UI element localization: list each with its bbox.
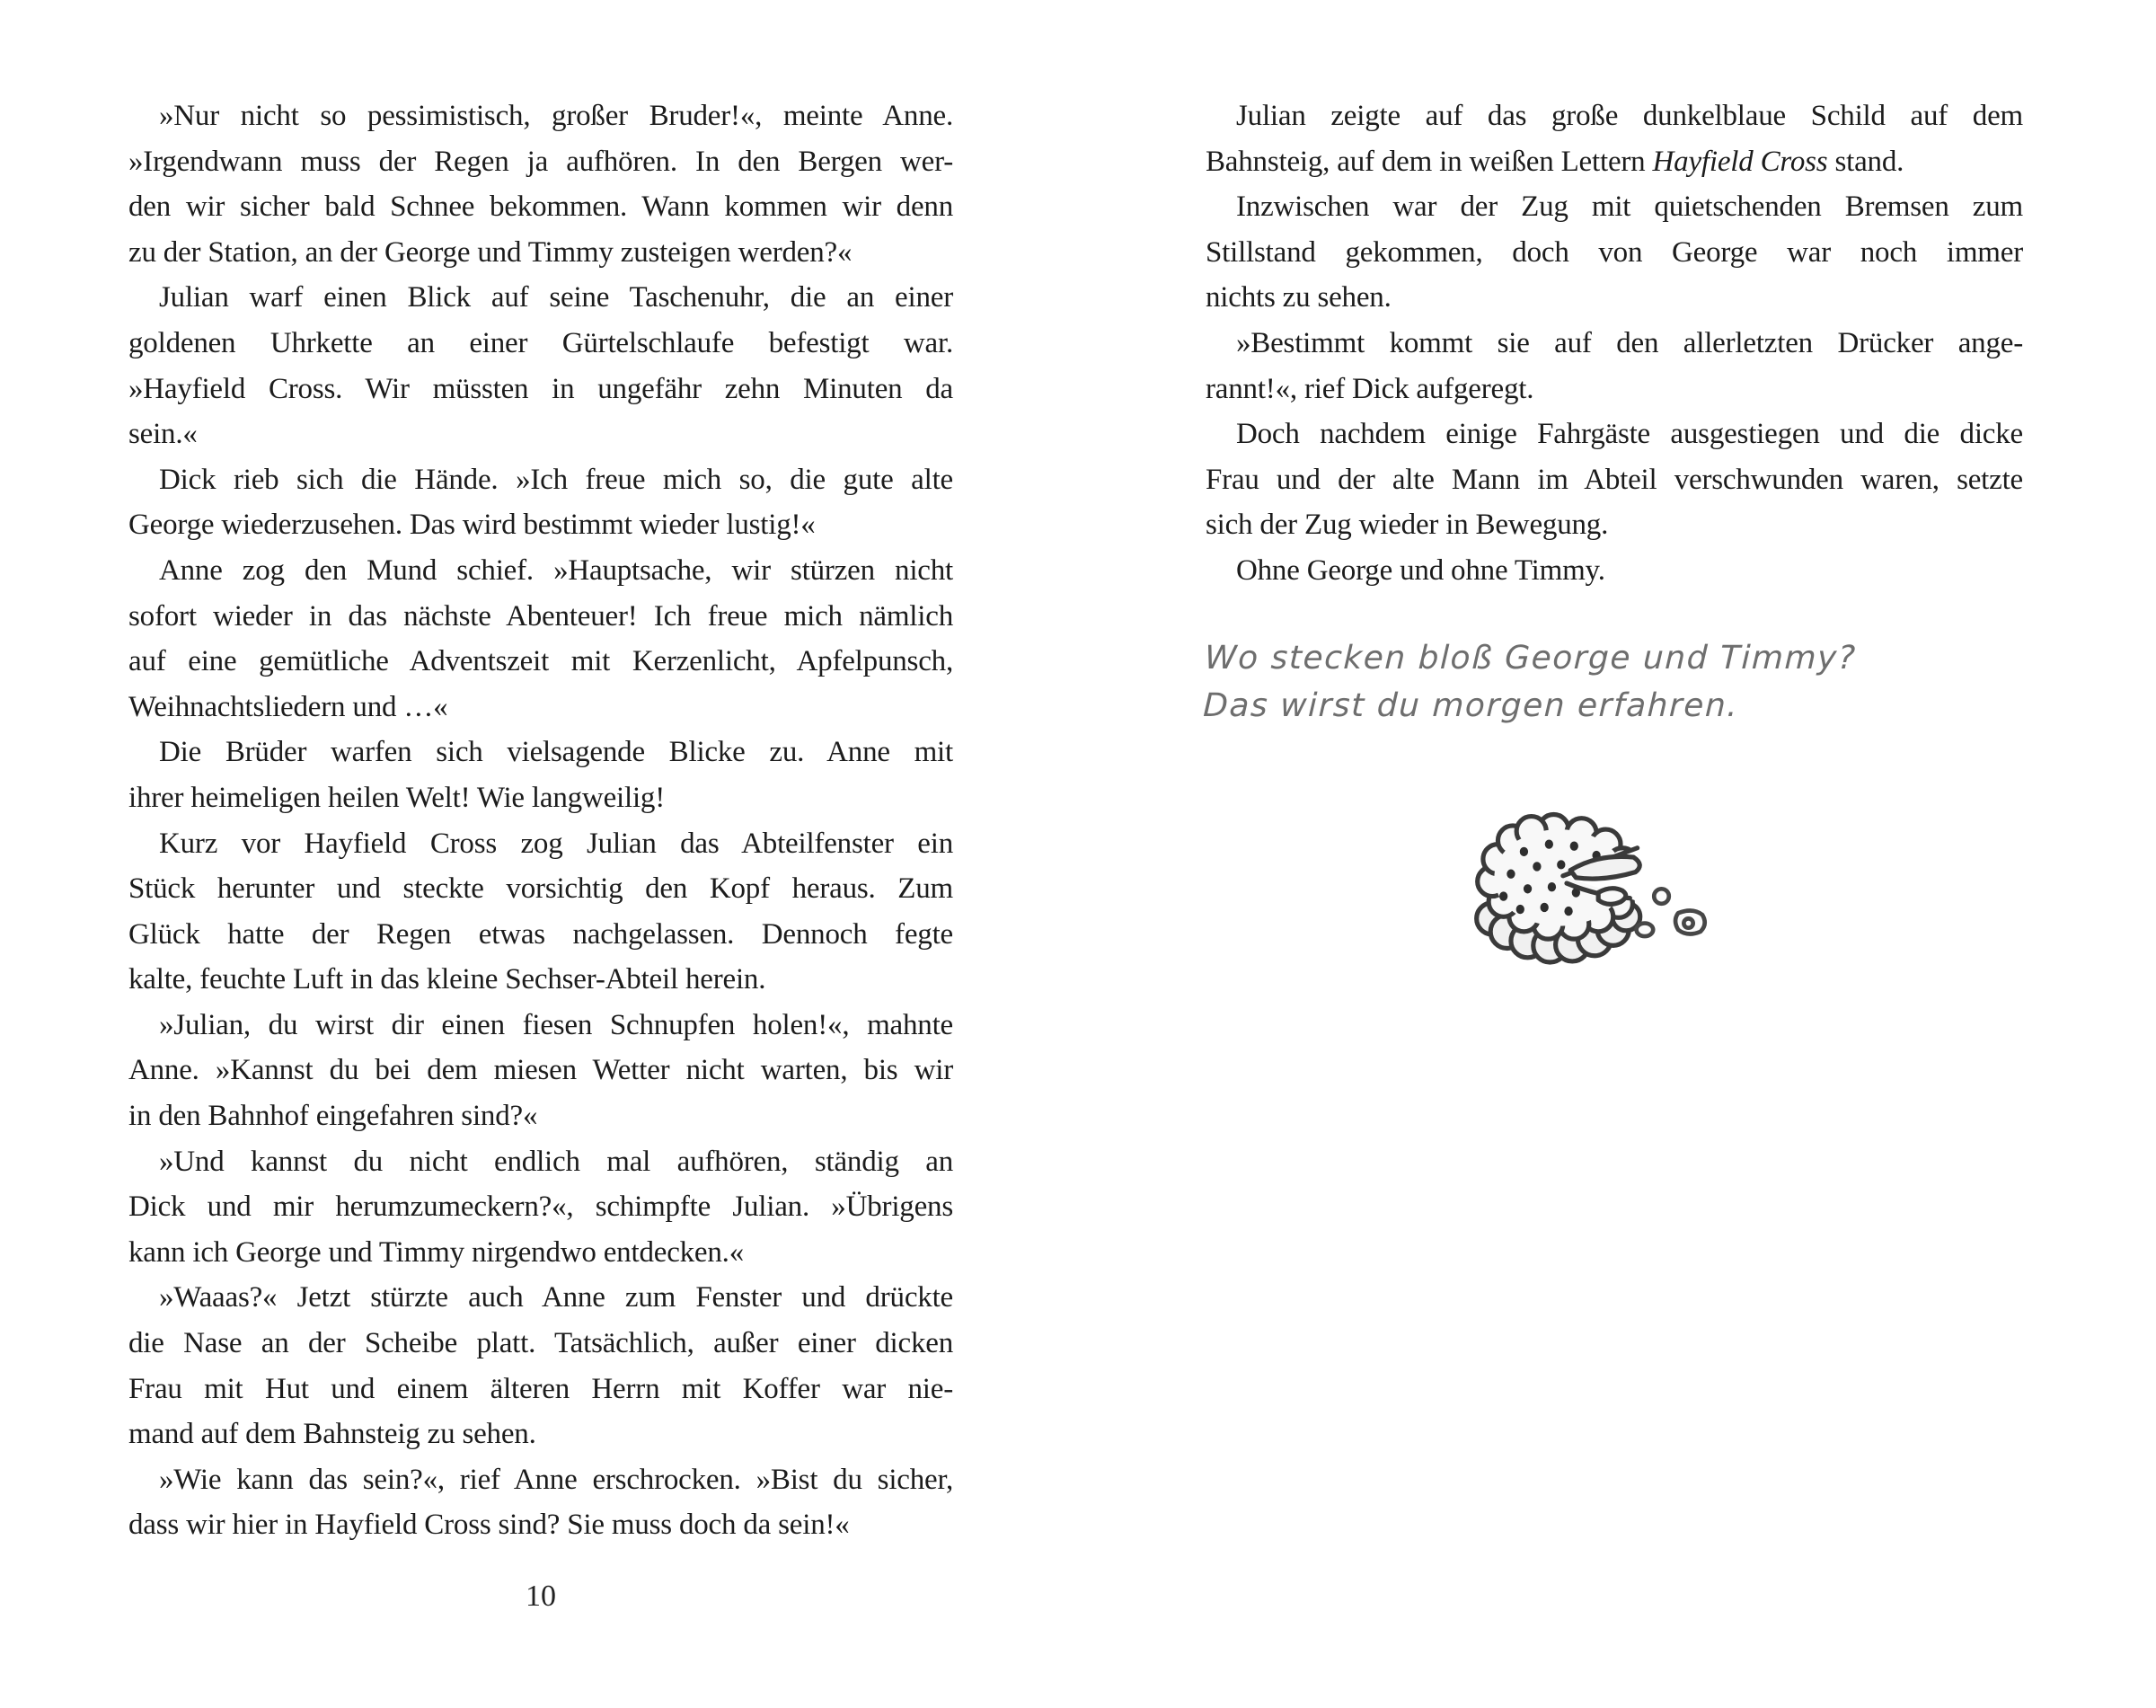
text-line: Kurz vor Hayfield Cross zog Julian das Abteilfenster ein [159, 827, 953, 860]
bitten-sandwich-biscuit-with-crumbs-icon [1459, 809, 1728, 981]
text-line: »Nur nicht so pessimistisch, großer Bruder!«, meinte Anne. [159, 100, 953, 132]
paragraph [128, 548, 953, 730]
handwritten-line: Wo stecken bloß George und Timmy? [1204, 640, 1858, 677]
text-line: »Wie kann das sein?«, rief Anne erschrocken. »Bist du sicher, [159, 1463, 953, 1496]
text-line: zu der Station, an der George und Timmy zusteigen werden?« [128, 235, 853, 269]
text-line: »Bestimmt kommt sie auf den allerletzten Drücker ange- [1236, 326, 2023, 359]
text-line: Frau mit Hut und einem älteren Herrn mit Koffer war nie- [128, 1372, 953, 1405]
text-line: Doch nachdem einige Fahrgäste ausgestiegen und die dicke [1236, 418, 2023, 451]
paragraph [128, 93, 953, 275]
text-line: »Waaas?« Jetzt stürzte auch Anne zum Fenster und drückte [159, 1281, 953, 1314]
text-line: kann ich George und Timmy nirgendwo entdecken.« [128, 1235, 745, 1269]
text-line: rannt!«, rief Dick aufgeregt. [1206, 372, 1534, 405]
text-line: »Hayfield Cross. Wir müssten in ungefähr zehn Minuten da [128, 372, 953, 405]
text-line: Anne zog den Mund schief. »Hauptsache, wir stürzen nicht [159, 553, 953, 587]
text-line: mand auf dem Bahnsteig zu sehen. [128, 1418, 536, 1451]
paragraph [128, 457, 953, 548]
text-line: Julian warf einen Blick auf seine Taschenuhr, die an einer [159, 281, 953, 314]
text-line: Ohne George und ohne Timmy. [1236, 553, 1605, 587]
text-segment: Bahnsteig, auf dem in weißen Lettern [1206, 145, 1653, 178]
italic-text-segment: Hayfield Cross [1652, 145, 1828, 178]
text-line: nichts zu sehen. [1206, 281, 1392, 314]
text-line: sofort wieder in das nächste Abenteuer! Ich freue mich nämlich [128, 599, 953, 633]
handwritten-note [1202, 634, 2032, 730]
text-line: kalte, feuchte Luft in das kleine Sechser-Abteil herein. [128, 963, 766, 996]
text-line: Julian zeigte auf das große dunkelblaue Schild auf dem [1236, 100, 2023, 132]
text-line: Dick rieb sich die Hände. »Ich freue mich so, die gute alte [159, 463, 953, 496]
text-line: Stück herunter und steckte vorsichtig den Kopf heraus. Zum [128, 872, 953, 906]
paragraph [1206, 184, 2023, 321]
text-segment: stand. [1827, 145, 1904, 178]
text-line: Dick und mir herumzumeckern?«, schimpfte Julian. »Übrigens [128, 1190, 953, 1224]
text-line: Frau und der alte Mann im Abteil verschwunden waren, setzte [1206, 463, 2023, 496]
text-line: Glück hatte der Regen etwas nachgelassen. Dennoch fegte [128, 917, 953, 951]
paragraph [128, 821, 953, 1003]
text-line: auf eine gemütliche Adventszeit mit Kerzenlicht, Apfelpunsch, [128, 645, 953, 678]
text-line: sich der Zug wieder in Bewegung. [1206, 509, 1609, 542]
paragraph [128, 1139, 953, 1276]
paragraph [128, 275, 953, 456]
paragraph [1206, 321, 2023, 412]
paragraph [1206, 93, 2023, 184]
paragraph [1206, 412, 2023, 548]
text-line: Stillstand gekommen, doch von George war noch immer [1206, 235, 2023, 269]
left-text-column [128, 93, 953, 1548]
paragraph [128, 1275, 953, 1456]
paragraph [128, 1003, 953, 1139]
text-line: in den Bahnhof eingefahren sind?« [128, 1100, 538, 1133]
text-line: Die Brüder warfen sich vielsagende Blicke zu. Anne mit [159, 736, 953, 769]
text-line: »Julian, du wirst dir einen fiesen Schnupfen holen!«, mahnte [159, 1008, 953, 1041]
text-line: »Und kannst du nicht endlich mal aufhören, ständig an [159, 1145, 953, 1178]
text-line: goldenen Uhrkette an einer Gürtelschlaufe befestigt war. [128, 326, 953, 359]
paragraph [128, 1457, 953, 1548]
text-line: Weihnachtsliedern und …« [128, 690, 448, 723]
text-line: dass wir hier in Hayfield Cross sind? Sie muss doch da sein!« [128, 1509, 850, 1542]
text-line: »Irgendwann muss der Regen ja aufhören. In den Bergen wer- [128, 145, 953, 178]
text-line: ihrer heimeligen heilen Welt! Wie langweilig! [128, 781, 666, 814]
text-line: den wir sicher bald Schnee bekommen. Wann kommen wir denn [128, 190, 953, 224]
paragraph [128, 730, 953, 820]
text-line: Inzwischen war der Zug mit quietschenden Bremsen zum [1236, 190, 2023, 224]
text-line: sein.« [128, 418, 198, 451]
text-line: Anne. »Kannst du bei dem miesen Wetter nicht warten, bis wir [128, 1054, 953, 1087]
text-line: George wiederzusehen. Das wird bestimmt wieder lustig!« [128, 509, 816, 542]
page-number: 10 [526, 1580, 556, 1613]
right-page [1078, 0, 2156, 1708]
text-line: die Nase an der Scheibe platt. Tatsächlich, außer einer dicken [128, 1327, 953, 1360]
right-text-column [1206, 93, 2023, 594]
paragraph [1206, 548, 2023, 594]
handwritten-line: Das wirst du morgen erfahren. [1202, 687, 1739, 724]
text-line [1206, 139, 2023, 185]
